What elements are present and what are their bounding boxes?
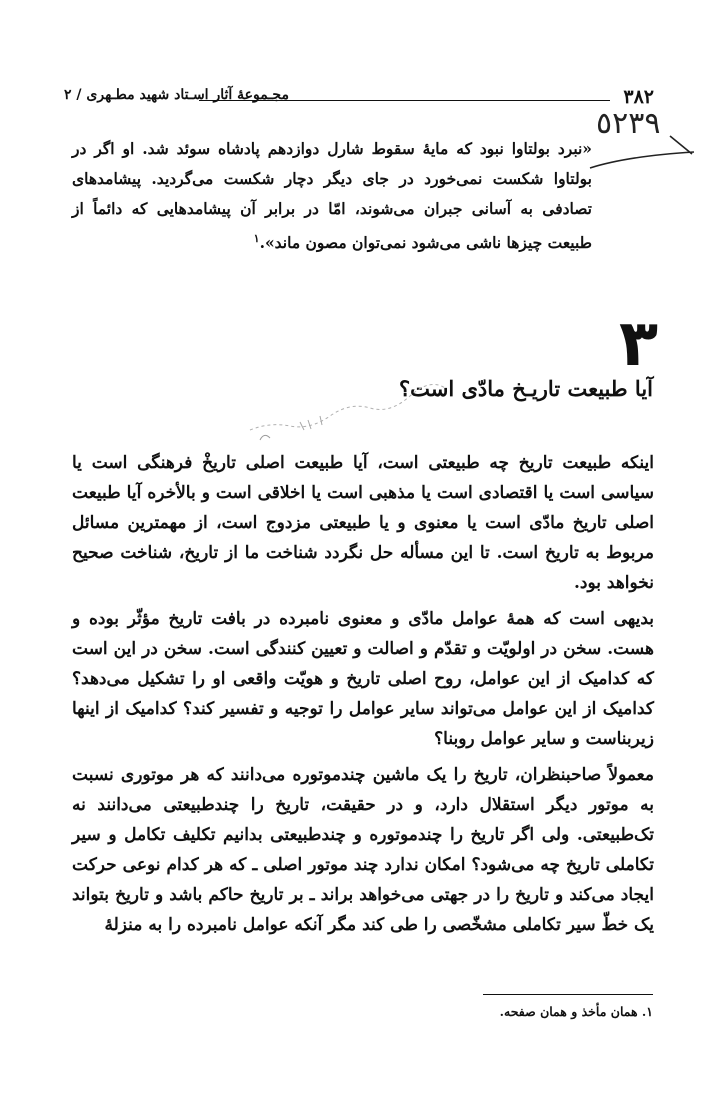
- quote-block: [72, 134, 592, 258]
- footnote-rule: [483, 994, 653, 995]
- page-number: ۳۸۲: [623, 86, 654, 108]
- body-paragraph-2: بدیهی است که همهٔ عوامل مادّی و معنوی نامبرده در بافت تاریخ مؤثّر بوده و هست. سخن در اولویّت و تقدّم و اصالت و تعیین کنندگی است. سخن در این است که کدامیک از این عوامل، روح اصلی تاریخ و هویّت واقعی او را تشکیل می‌دهد؟ کدامیک از این عوامل می‌تواند سایر عوامل را توجیه و تفسیر کند؟ کدامیک از اینها زیربناست و سایر عوامل روبنا؟: [72, 609, 654, 749]
- footnote-reference: ۱: [253, 232, 260, 245]
- handwritten-underline: [588, 132, 698, 172]
- section-title: آیا طبیعت تاریـخ مادّی است؟: [398, 376, 653, 401]
- pencil-scribble-marks: [240, 382, 460, 452]
- running-title: مجـموعهٔ آثار اسـتاد شهید مطـهری / ۲: [64, 87, 289, 103]
- chapter-number: ۳: [618, 307, 658, 381]
- handwritten-number: ٥٢٣٩: [596, 106, 661, 141]
- quote-text: «نبرد بولتاوا نبود که مایهٔ سقوط شارل دوازدهم پادشاه سوئد شد. او اگر در بولتاوا شکست نمی‌خورد در جای دیگر دچار شکست می‌گردید. پیشامدهای تصادفی به آسانی جبران می‌شوند، امّا در برابر آن پیشامدهایی که دائماً از طبیعت چیزها ناشی می‌شود نمی‌توان مصون ماند».$^۱$: [72, 139, 592, 253]
- handwritten-annotation: [588, 104, 708, 164]
- body-text: [72, 448, 654, 946]
- footnote: ۱. همان مأخذ و همان صفحه.: [499, 1004, 653, 1019]
- body-paragraph-3: معمولاً صاحبنظران، تاریخ را یک ماشین چندموتوره می‌دانند که هر موتوری نسبت به موتور دیگر استقلال دارد، و در حقیقت، تاریخ را چندطبیعتی می‌دانند نه تک‌طبیعتی. ولی اگر تاریخ را چندموتوره و چندطبیعتی بدانیم تکلیف تکامل و سیر تکاملی تاریخ چه می‌شود؟ امکان ندارد چند موتور اصلی ـ که هر کدام نوعی حرکت ایجاد می‌کند و تاریخ را در جهتی می‌خواهد براند ـ بر تاریخ حاکم باشد و تاریخ بتواند یک خطّ سیر تکاملی مشخّصی را طی کند مگر آنکه عوامل نامبرده را به منزلهٔ: [72, 765, 654, 935]
- body-paragraph-1: اینکه طبیعت تاریخ چه طبیعتی است، آیا طبیعت اصلی تاریخْ فرهنگی است یا سیاسی است یا اقتصادی است یا مذهبی است یا اخلاقی است و بالأخره آیا طبیعت اصلی تاریخ مادّی است یا معنوی و یا طبیعتی مزدوج است، از مهمترین مسائل مربوط به تاریخ است. تا این مسأله حل نگردد شناخت ما از تاریخ، شناخت صحیح نخواهد بود.: [72, 453, 654, 593]
- pencil-scribble: [240, 382, 460, 452]
- page-header: [64, 86, 654, 110]
